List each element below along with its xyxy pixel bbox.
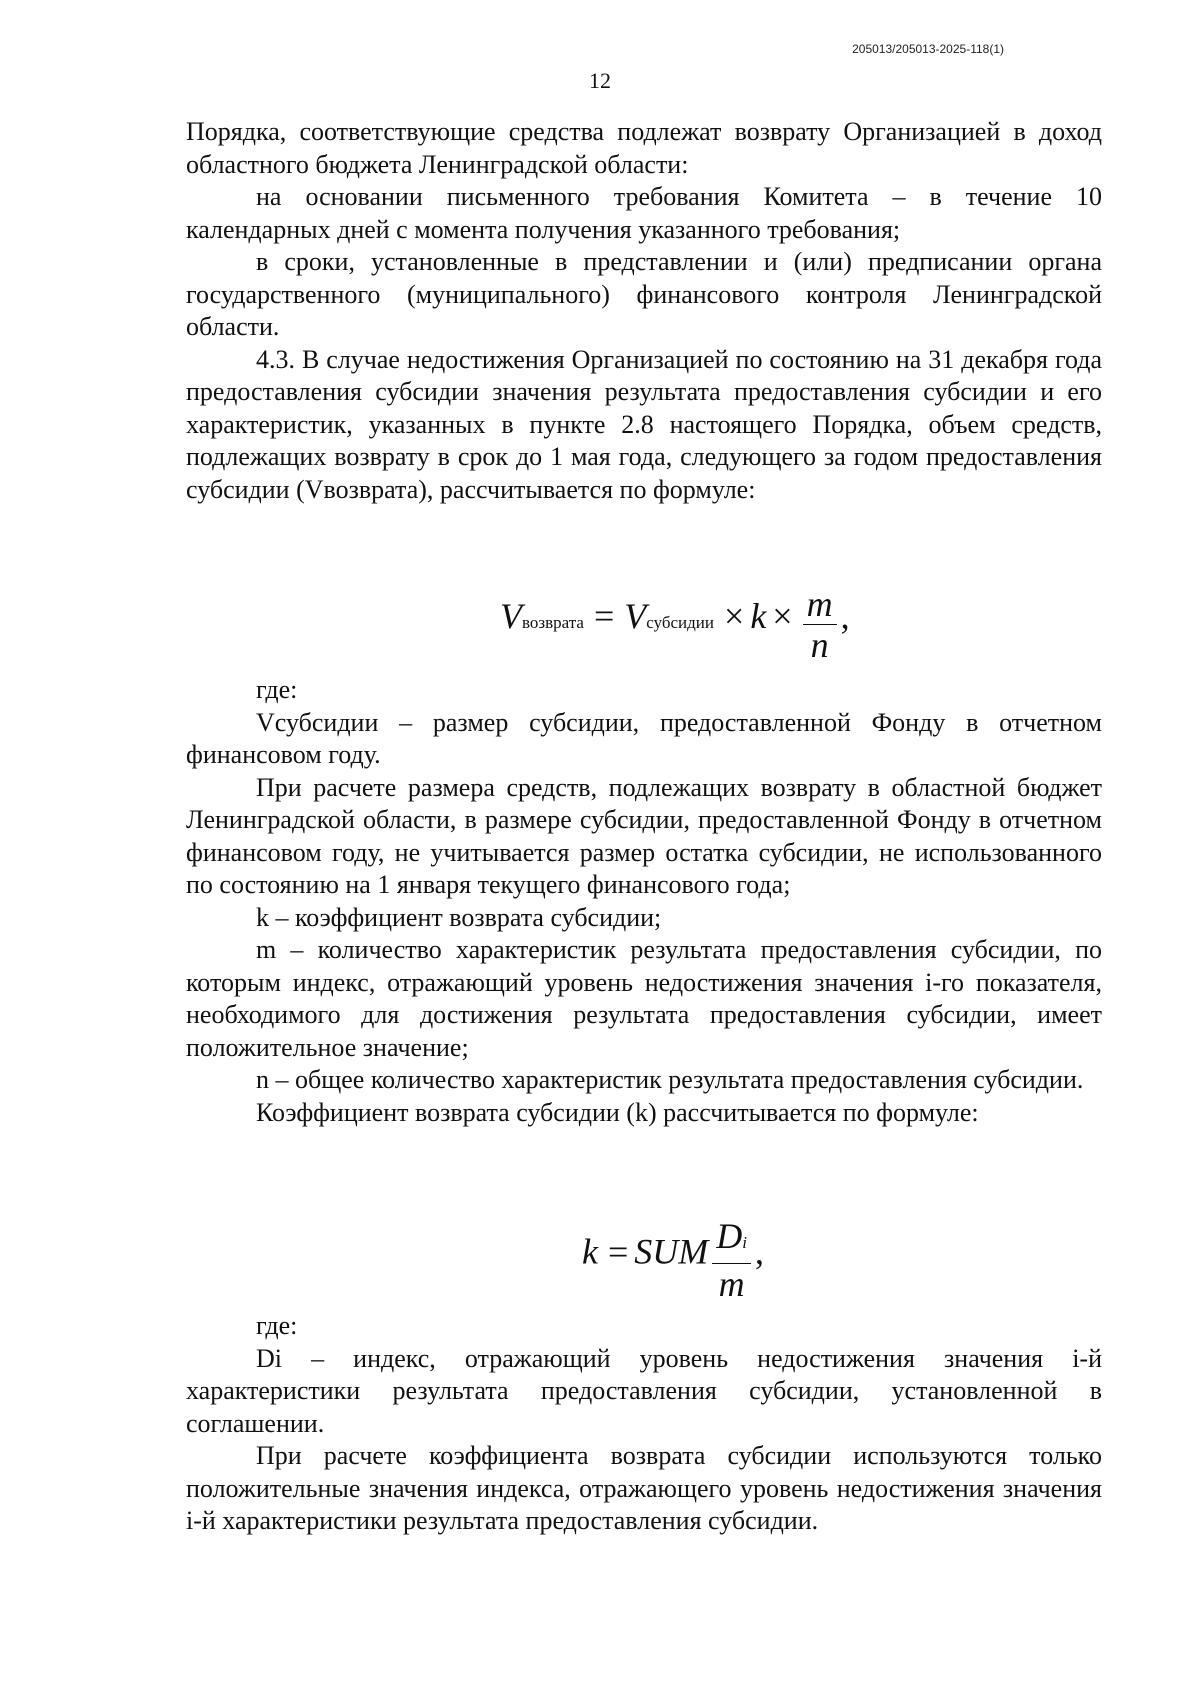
formula-equals: = — [593, 596, 615, 637]
paragraph-8: m – количество характеристик результата предоставления субсидии, по которым индекс, отражающий уровень недостижения значения i-го показателя, необходимого для достижения результата предоставления субсидии, имеет положительное значение; — [186, 935, 1102, 1062]
formula2-lhs: k — [582, 1231, 598, 1272]
text-block-3 — [186, 1310, 1102, 1538]
formula-lhs-subscript: возврата — [522, 613, 584, 633]
page-number: 12 — [589, 68, 611, 93]
paragraph-6: При расчете размера средств, подлежащих возврату в областной бюджет Ленинградской области, в размере субсидии, предоставленной Фонду в отчетном финансовом году, не учитывается размер остатка субсидии, не использованного по состоянию на 1 января текущего финансового года; — [186, 772, 1102, 899]
formula-lhs: V — [500, 596, 522, 637]
formula-coefficient — [582, 1216, 764, 1304]
text-block-1 — [186, 116, 1102, 506]
formula-times-1: × — [724, 596, 745, 637]
paragraph-12: При расчете коэффициента возврата субсидии используются только положительные значения индекса, отражающего уровень недостижения значения i-й характеристики результата предоставления субсидии. — [186, 1441, 1102, 1535]
paragraph-4: 4.3. В случае недостижения Организацией по состоянию на 31 декабря года предоставления субсидии значения результата предоставления субсидии и его характеристик, указанных в пункте 2.8 настоящего Порядка, объем средств, подлежащих возврату в срок до 1 мая года, следующего за годом предоставления субсидии (Vвозврата), рассчитывается по формуле: — [186, 344, 1102, 504]
fraction-denominator: n — [810, 625, 829, 665]
paragraph-10: Коэффициент возврата субсидии (k) рассчитывается по формуле: — [256, 1097, 979, 1127]
paragraph-11: Di – индекс, отражающий уровень недостижения значения i-й характеристики результата предоставления субсидии, установленной в соглашении. — [186, 1343, 1102, 1438]
formula-rhs-subscript: субсидии — [646, 613, 714, 633]
formula-times-2: × — [772, 596, 793, 637]
paragraph-5: Vсубсидии – размер субсидии, предоставленной Фонду в отчетном финансовом году. — [186, 707, 1102, 769]
fraction-numerator: m — [803, 584, 837, 625]
formula2-function: SUM — [634, 1231, 709, 1272]
formula-rhs: V — [624, 596, 647, 637]
document-id: 205013/205013-2025-118(1) — [852, 42, 1004, 56]
formula2-fraction — [712, 1216, 751, 1304]
fraction2-numerator-subscript: i — [742, 1233, 748, 1252]
formula2-comma: , — [755, 1231, 765, 1272]
text-block-2 — [186, 674, 1102, 1129]
formula-fraction — [803, 584, 837, 665]
where-label-2: где: — [256, 1311, 298, 1340]
paragraph-2: на основании письменного требования Комитета – в течение 10 календарных дней с момента получения указанного требования; — [186, 182, 1102, 244]
formula-return-amount — [500, 584, 850, 665]
formula2-equals: = — [607, 1231, 629, 1272]
formula-k: k — [750, 596, 767, 637]
fraction2-numerator: Di — [712, 1216, 751, 1264]
fraction2-denominator: m — [718, 1264, 745, 1304]
paragraph-7: k – коэффициент возврата субсидии; — [256, 902, 662, 932]
paragraph-3: в сроки, установленные в представлении и (или) предписании органа государственного (муниципального) финансового контроля Ленинградской области. — [186, 247, 1102, 341]
paragraph-9: n – общее количество характеристик результата предоставления субсидии. — [256, 1065, 1084, 1094]
formula-comma: , — [840, 596, 850, 637]
paragraph-1: Порядка, соответствующие средства подлежат возврату Организацией в доход областного бюджета Ленинградской области: — [186, 117, 1102, 179]
where-label-1: где: — [256, 675, 298, 704]
